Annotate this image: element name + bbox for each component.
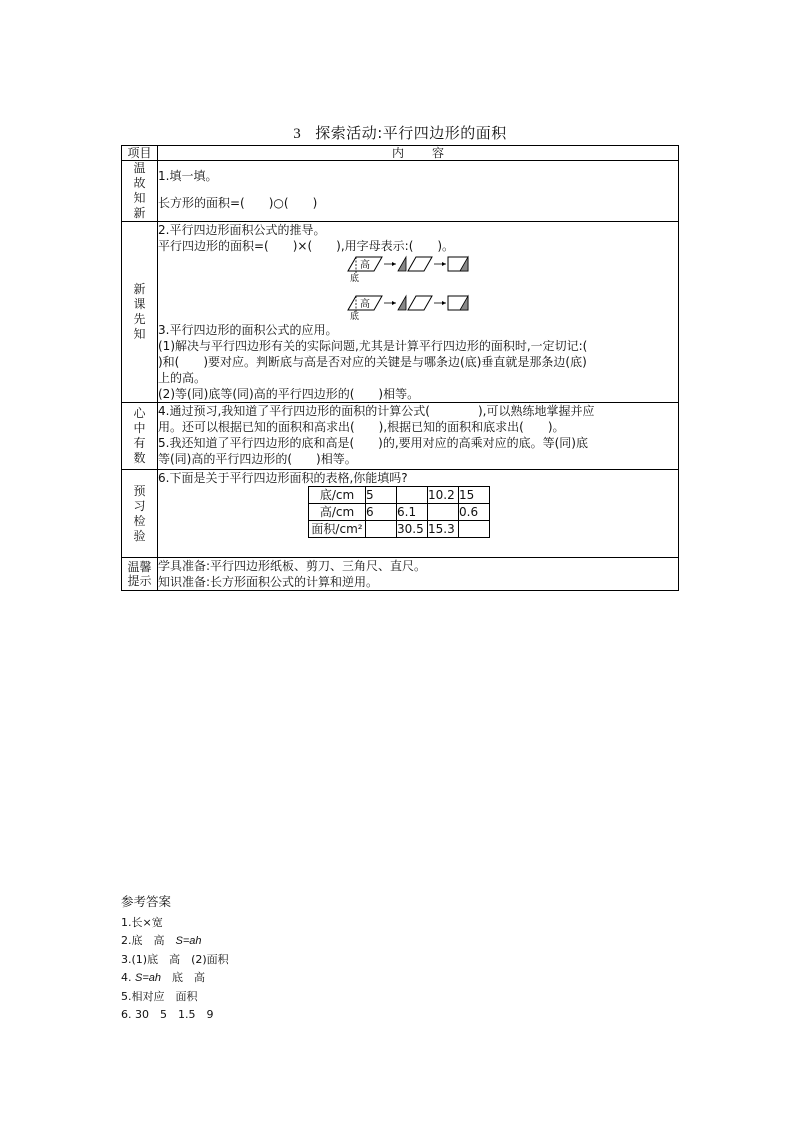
table-cell: 30.5 [397, 521, 428, 538]
height-label: 高 [360, 299, 370, 310]
table-cell: 0.6 [459, 504, 490, 521]
section-content [158, 161, 679, 222]
section-review [122, 161, 679, 222]
table-cell: 6 [366, 504, 397, 521]
table-cell: 15.3 [428, 521, 459, 538]
question-6: 6.下面是关于平行四边形面积的表格,你能填吗? [158, 471, 408, 485]
section-self-check [122, 403, 679, 470]
question-5-line1: 5.我还知道了平行四边形的底和高是( )的,要用对应的高乘对应的底。等(同)底 [158, 436, 588, 450]
page-title [0, 122, 800, 143]
table-cell: 高/cm [309, 504, 366, 521]
header-content: 内容 [158, 146, 679, 161]
section-content [158, 470, 679, 558]
section-label: 温故知新 [122, 161, 158, 222]
question-1-blank: 长方形的面积=( )○( ) [158, 196, 318, 210]
question-4-line1: 4.通过预习,我知道了平行四边形的面积的计算公式( ),可以熟练地掌握并应 [158, 404, 595, 418]
section-preview-test [122, 470, 679, 558]
section-label: 心中有数 [122, 403, 158, 470]
table-cell [397, 487, 428, 504]
table-cell [459, 521, 490, 538]
table-cell [366, 521, 397, 538]
derivation-figure [158, 254, 678, 320]
table-header-row [122, 146, 679, 161]
header-item: 项目 [122, 146, 158, 161]
section-tips [122, 558, 679, 591]
tools-prep: 学具准备:平行四边形纸板、剪刀、三角尺、直尺。 [158, 559, 427, 573]
answer-line: 3.(1)底 高 (2)面积 [121, 952, 229, 966]
question-3: 3.平行四边形的面积公式的应用。 [158, 323, 338, 337]
table-cell: 5 [366, 487, 397, 504]
table-cell: 15 [459, 487, 490, 504]
knowledge-prep: 知识准备:长方形面积公式的计算和逆用。 [158, 575, 379, 589]
parallelogram-cut-diagram [340, 254, 500, 320]
section-label: 预习检验 [122, 470, 158, 558]
table-cell [428, 504, 459, 521]
base-label: 底 [350, 274, 360, 284]
table-row [309, 504, 490, 521]
area-table [308, 486, 490, 538]
section-content [158, 558, 679, 591]
question-3-line3: 上的高。 [158, 371, 207, 385]
question-3-line2: )和( )要对应。判断底与高是否对应的关键是与哪条边(底)垂直就是那条边(底) [158, 355, 587, 369]
answer-line: 5.相对应 面积 [121, 989, 198, 1003]
section-new-lesson [122, 222, 679, 403]
question-5-line2: 等(同)高的平行四边形的( )相等。 [158, 452, 357, 466]
height-label: 高 [360, 260, 370, 271]
preview-table [121, 145, 679, 591]
section-content [158, 403, 679, 470]
answer-key-title: 参考答案 [121, 894, 172, 909]
table-row [309, 487, 490, 504]
base-label: 底 [350, 312, 360, 320]
table-cell: 10.2 [428, 487, 459, 504]
answer-key [121, 893, 229, 1025]
question-2-formula: 平行四边形的面积=( )×( ),用字母表示:( )。 [158, 239, 455, 253]
question-3-line1: (1)解决与平行四边形有关的实际问题,尤其是计算平行四边形的面积时,一定切记:( [158, 339, 588, 353]
section-content [158, 222, 679, 403]
answer-line: 6. 30 5 1.5 9 [121, 1008, 214, 1021]
question-4-line2: 用。还可以根据已知的面积和高求出( ),根据已知的面积和底求出( )。 [158, 420, 565, 434]
table-cell: 底/cm [309, 487, 366, 504]
table-row [309, 521, 490, 538]
table-cell: 6.1 [397, 504, 428, 521]
lesson-title: 探索活动:平行四边形的面积 [315, 124, 507, 142]
answer-line: 2.底 高 S=ah [121, 934, 202, 947]
lesson-number: 3 [293, 126, 302, 142]
section-label: 新课先知 [122, 222, 158, 403]
answer-line: 4. S=ah 底 高 [121, 971, 205, 984]
answer-line: 1.长×宽 [121, 915, 163, 929]
section-label: 温馨 提示 [122, 558, 158, 591]
question-1: 1.填一填。 [158, 169, 218, 183]
table-cell: 面积/cm² [309, 521, 366, 538]
question-3-line4: (2)等(同)底等(同)高的平行四边形的( )相等。 [158, 387, 420, 401]
question-2: 2.平行四边形面积公式的推导。 [158, 223, 326, 237]
